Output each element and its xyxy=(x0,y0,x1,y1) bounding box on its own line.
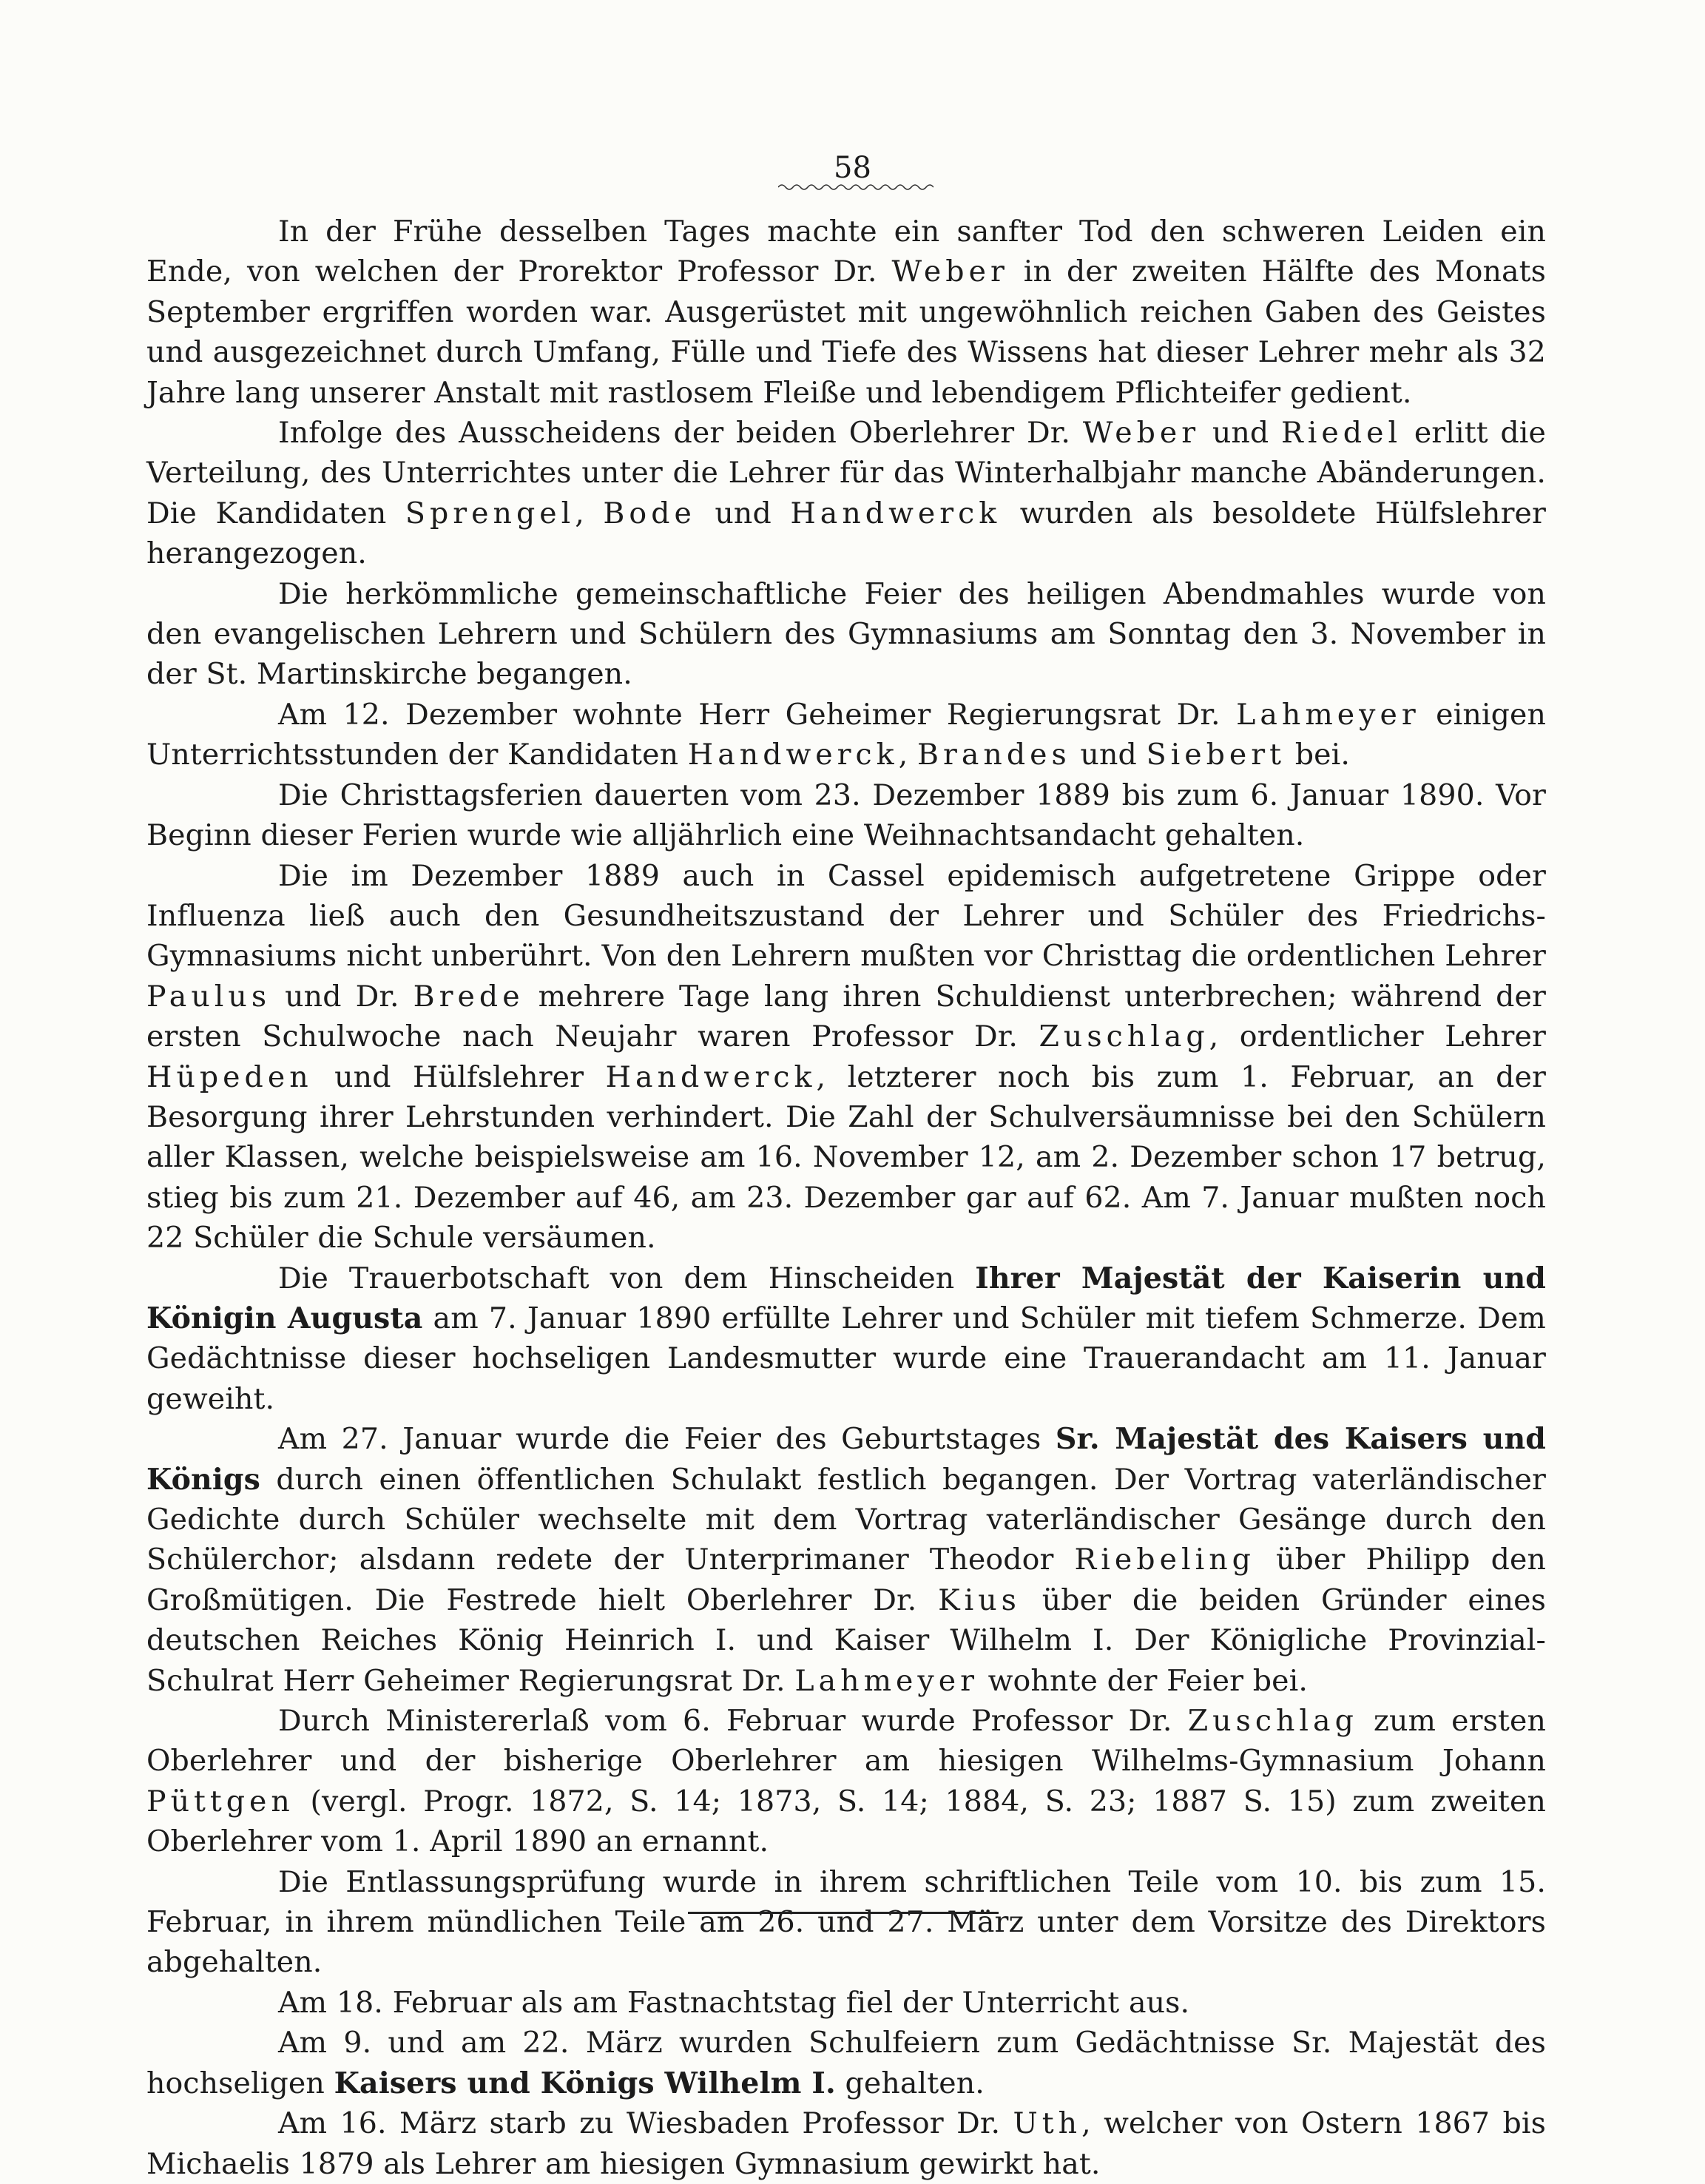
text-run: am 7. Januar 1890 erfüllte Lehrer und Schüler mit tiefem Schmerze. Dem Gedächtnisse dieser hochseligen Landesmutter wurde eine Trauerandacht am 11. Januar geweiht. xyxy=(146,1301,1546,1416)
paragraph xyxy=(146,775,1546,856)
spaced-name: Bode xyxy=(603,496,696,530)
paragraph xyxy=(146,212,1546,413)
text-run: wohnte der Feier bei. xyxy=(978,1663,1309,1698)
text-run: und Hülfslehrer xyxy=(312,1059,606,1094)
emphasized-title: Ihrer Majestät der Kaiserin und Königin Augusta xyxy=(146,1261,1546,1335)
spaced-name: Riedel xyxy=(1281,416,1402,451)
spaced-name: Paulus xyxy=(146,979,271,1014)
spaced-name: Riebeling xyxy=(1074,1543,1255,1577)
text-run: , xyxy=(898,738,917,772)
paragraph xyxy=(146,695,1546,775)
paragraph xyxy=(146,413,1546,574)
text-run: und xyxy=(695,496,791,530)
spaced-name: Lahmeyer xyxy=(794,1663,979,1698)
text-run: erlitt die Verteilung, des Unterrichtes unter die Lehrer für das Winterhalbjahr manche Abänderungen. Die Kandidaten xyxy=(146,416,1547,530)
spaced-name: Weber xyxy=(1082,416,1201,451)
text-run: , letzterer noch bis zum 1. Februar, an der Besorgung ihrer Lehrstunden verhindert. Die Zahl der Schulversäumnisse bei den Schülern aller Klassen, welche beispielsweise am 16. November 12, am 2. Dezember schon 17 betrug, stieg bis zum 21. Dezember auf 46, am 23. Dezember gar auf 62. Am 7. Januar mußten noch 22 Schüler die Schule versäumen. xyxy=(146,1059,1547,1256)
text-run: Durch Ministererlaß vom 6. Februar wurde Professor Dr. xyxy=(278,1704,1188,1739)
spaced-name: Sprengel xyxy=(405,496,575,530)
text-run: durch einen öffentlichen Schulakt festlich begangen. Der Vortrag vaterländischer Gedichte durch Schüler wechselte mit dem Vortrag vaterländischer Gesänge durch den Schülerchor; alsdann redete der Unterprimaner Theodor xyxy=(146,1462,1546,1577)
text-run: wurden als besoldete Hülfslehrer herangezogen. xyxy=(146,496,1547,571)
text-run: und Dr. xyxy=(271,979,413,1014)
text-run: über die beiden Gründer eines deutschen Reiches König Heinrich I. und Kaiser Wilhelm I. Der Königliche Provinzial-Schulrat Herr Geheimer Regierungsrat Dr. xyxy=(146,1583,1546,1698)
spaced-name: Püttgen xyxy=(146,1784,294,1819)
paragraph xyxy=(146,574,1546,695)
paragraph xyxy=(146,2023,1546,2103)
spaced-name: Hüpeden xyxy=(146,1059,313,1094)
text-run: einigen Unterrichtsstunden der Kandidaten xyxy=(146,697,1546,772)
text-run: Am 9. und am 22. März wurden Schulfeiern zum Gedächtnisse Sr. Majestät des hochseligen xyxy=(146,2026,1546,2100)
paragraph xyxy=(146,1419,1546,1701)
body-text xyxy=(146,212,1546,2184)
spaced-name: Zuschlag xyxy=(1187,1704,1358,1739)
text-run: in der zweiten Hälfte des Monats September ergriffen worden war. Ausgerüstet mit ungewöhnlich reichen Gaben des Geistes und ausgezeichnet durch Umfang, Fülle und Tiefe des Wissens hat dieser Lehrer mehr als 32 Jahre lang unserer Anstalt mit rastlosem Fleiße und lebendigem Pflichteifer gedient. xyxy=(146,255,1546,410)
spaced-name: Zuschlag xyxy=(1039,1019,1209,1054)
paragraph xyxy=(146,856,1546,1258)
page-number: 58 xyxy=(834,151,871,185)
text-run: Die im Dezember 1889 auch in Cassel epidemisch aufgetretene Grippe oder Influenza ließ auch den Gesundheitszustand der Lehrer und Schüler des Friedrichs-Gymnasiums nicht unberührt. Von den Lehrern mußten vor Christtag die ordentlichen Lehrer xyxy=(146,858,1546,974)
paragraph xyxy=(146,2103,1546,2184)
spaced-name: Uth xyxy=(1013,2106,1082,2141)
spaced-name: Brandes xyxy=(916,738,1071,772)
text-run: Die herkömmliche gemeinschaftliche Feier des heiligen Abendmahles wurde von den evangelischen Lehrern und Schülern des Gymnasiums am Sonntag den 3. November in der St. Martinskirche begangen. xyxy=(146,576,1546,692)
text-run: Die Trauerbotschaft von dem Hinscheiden xyxy=(278,1261,976,1295)
text-run: Am 12. Dezember wohnte Herr Geheimer Regierungsrat Dr. xyxy=(278,697,1237,732)
text-run: bei. xyxy=(1286,738,1350,772)
spaced-name: Handwerck xyxy=(790,496,1002,530)
text-run: zum ersten Oberlehrer und der bisherige Oberlehrer am hiesigen Wilhelms-Gymnasium Johann xyxy=(146,1704,1547,1779)
spaced-name: Handwerck xyxy=(605,1059,817,1094)
spaced-name: Siebert xyxy=(1146,738,1286,772)
text-run: Am 18. Februar als am Fastnachtstag fiel der Unterricht aus. xyxy=(278,1985,1190,2020)
spaced-name: Handwerck xyxy=(687,738,899,772)
wavy-rule-ornament xyxy=(778,182,933,192)
text-run: Am 27. Januar wurde die Feier des Geburtstages xyxy=(278,1422,1056,1457)
closing-rule xyxy=(688,1912,999,1914)
text-run: Die Christtagsferien dauerten vom 23. Dezember 1889 bis zum 6. Januar 1890. Vor Beginn dieser Ferien wurde wie alljährlich eine Weihnachtsandacht gehalten. xyxy=(146,778,1546,853)
paragraph xyxy=(146,1701,1546,1862)
text-run: In der Frühe desselben Tages machte ein sanfter Tod den schweren Leiden ein Ende, von welchen der Prorektor Professor Dr. xyxy=(146,215,1546,289)
spaced-name: Kius xyxy=(938,1583,1021,1617)
emphasized-title: Kaisers und Königs Wilhelm I. xyxy=(334,2066,836,2100)
spaced-name: Weber xyxy=(891,255,1009,289)
paragraph xyxy=(146,1983,1546,2023)
text-run: Am 16. März starb zu Wiesbaden Professor Dr. xyxy=(278,2106,1013,2141)
text-run: Infolge des Ausscheidens der beiden Oberlehrer Dr. xyxy=(278,416,1083,451)
text-run: (vergl. Progr. 1872, S. 14; 1873, S. 14; 1884, S. 23; 1887 S. 15) zum zweiten Oberlehrer vom 1. April 1890 an ernannt. xyxy=(146,1784,1546,1859)
paragraph xyxy=(146,1258,1546,1420)
text-run: , welcher von Ostern 1867 bis Michaelis 1879 als Lehrer am hiesigen Gymnasium gewirkt hat. xyxy=(146,2106,1546,2181)
text-run: Die Entlassungsprüfung wurde in ihrem schriftlichen Teile vom 10. bis zum 15. Februar, in ihrem mündlichen Teile am 26. und 27. März unter dem Vorsitze des Direktors abgehalten. xyxy=(146,1864,1546,1980)
text-run: , xyxy=(575,496,604,530)
text-run: und xyxy=(1070,738,1147,772)
text-run: mehrere Tage lang ihren Schuldienst unterbrechen; während der ersten Schulwoche nach Neujahr waren Professor Dr. xyxy=(146,979,1546,1054)
text-run: gehalten. xyxy=(835,2066,985,2100)
paragraph xyxy=(146,1862,1546,1983)
text-run: und xyxy=(1200,416,1282,451)
spaced-name: Brede xyxy=(413,979,524,1014)
emphasized-title: Sr. Majestät des Kaisers und Königs xyxy=(146,1422,1546,1497)
text-run: , ordentlicher Lehrer xyxy=(1209,1019,1546,1054)
spaced-name: Lahmeyer xyxy=(1236,697,1420,732)
text-run: über Philipp den Großmütigen. Die Festrede hielt Oberlehrer Dr. xyxy=(146,1543,1546,1617)
